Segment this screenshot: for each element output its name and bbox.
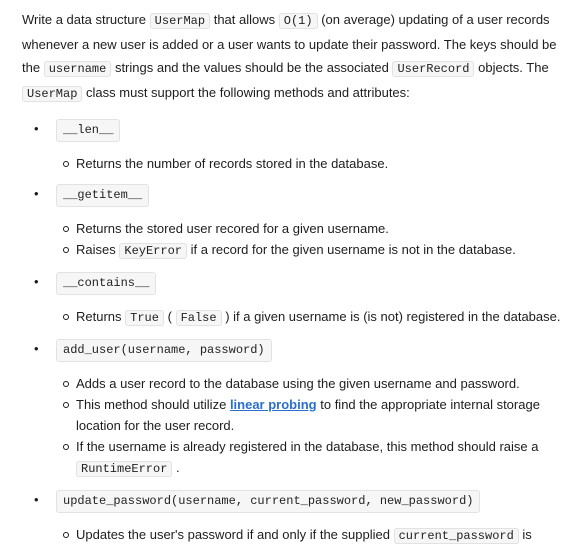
method-list bbox=[22, 119, 563, 547]
description-item bbox=[56, 306, 563, 329]
description-item bbox=[56, 373, 563, 394]
method-contains-description bbox=[56, 306, 563, 329]
code-current-password: current_password bbox=[394, 528, 519, 544]
description-text: ( bbox=[167, 309, 172, 324]
method-contains bbox=[22, 272, 563, 329]
linear-probing-link[interactable]: linear probing bbox=[229, 397, 317, 412]
description-text: If the username is already registered in the database, this method should raise a bbox=[76, 439, 539, 454]
intro-code-username: username bbox=[44, 61, 112, 77]
intro-code-userrecord: UserRecord bbox=[392, 61, 474, 77]
method-getitem bbox=[22, 184, 563, 262]
method-len-description bbox=[56, 153, 563, 174]
description-item bbox=[56, 394, 563, 436]
intro-text-5: objects. The bbox=[478, 60, 549, 75]
method-add-user-description bbox=[56, 373, 563, 480]
intro-code-usermap-2: UserMap bbox=[22, 86, 82, 102]
method-update-password bbox=[22, 490, 563, 547]
intro-text-4: strings and the values should be the associated bbox=[114, 60, 389, 75]
description-text: Returns the stored user recored for a given username. bbox=[76, 221, 389, 236]
intro-paragraph bbox=[22, 8, 563, 106]
code-false: False bbox=[176, 310, 222, 326]
method-signature-len: __len__ bbox=[56, 119, 120, 142]
description-item bbox=[56, 239, 563, 262]
intro-text-1: Write a data structure bbox=[22, 12, 147, 27]
description-text: Returns bbox=[76, 309, 122, 324]
description-text: Returns the number of records stored in the database. bbox=[76, 156, 389, 171]
intro-code-usermap: UserMap bbox=[150, 13, 210, 29]
method-update-password-description bbox=[56, 524, 563, 547]
intro-text-3: (on average) updating of a user records whenever a new user is added or a user wants to update their password. The keys should be the bbox=[22, 12, 557, 75]
method-signature-getitem: __getitem__ bbox=[56, 184, 149, 207]
description-item bbox=[56, 153, 563, 174]
code-keyerror: KeyError bbox=[119, 243, 187, 259]
code-runtimeerror: RuntimeError bbox=[76, 461, 172, 477]
description-text: ) if a given username is (is not) registered in the database. bbox=[225, 309, 561, 324]
code-true: True bbox=[125, 310, 164, 326]
description-text: Raises bbox=[76, 242, 116, 257]
method-add-user bbox=[22, 339, 563, 480]
description-item bbox=[56, 436, 563, 480]
description-text: Updates the user's password if and only if the supplied bbox=[76, 527, 390, 542]
description-item bbox=[56, 218, 563, 239]
intro-text-2: that allows bbox=[213, 12, 276, 27]
method-signature-update-password: update_password(username, current_password, new_password) bbox=[56, 490, 480, 513]
method-getitem-description bbox=[56, 218, 563, 262]
method-signature-add-user: add_user(username, password) bbox=[56, 339, 272, 362]
description-text: Adds a user record to the database using the given username and password. bbox=[76, 376, 520, 391]
description-text: is bbox=[522, 527, 532, 542]
description-text: to find the appropriate internal storage location for the user record. bbox=[76, 397, 540, 433]
description-text: . bbox=[176, 460, 180, 475]
description-item bbox=[56, 524, 563, 547]
description-text: This method should utilize bbox=[76, 397, 227, 412]
description-text: if a record for the given username is not in the database. bbox=[190, 242, 516, 257]
intro-text-6: class must support the following methods and attributes: bbox=[86, 85, 410, 100]
method-len bbox=[22, 119, 563, 174]
method-signature-contains: __contains__ bbox=[56, 272, 156, 295]
intro-code-complexity: O(1) bbox=[279, 13, 318, 29]
